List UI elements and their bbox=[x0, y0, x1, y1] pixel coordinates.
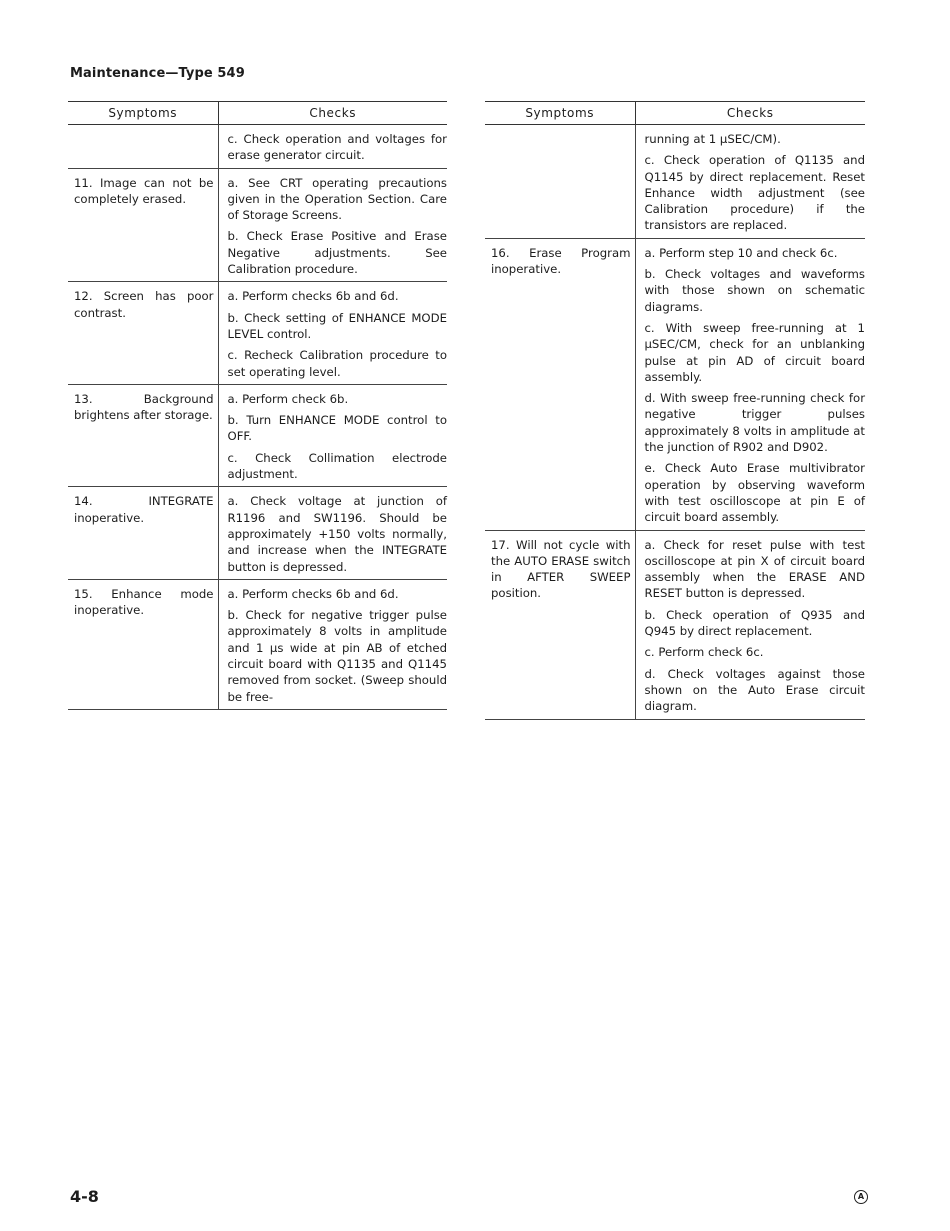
checks-cell bbox=[218, 579, 447, 709]
checks-cell bbox=[635, 530, 865, 719]
symptom-cell bbox=[68, 168, 218, 282]
checks-cell bbox=[635, 125, 865, 239]
symptom-cell bbox=[68, 282, 218, 384]
check-item: d. Check voltages against those shown on the Auto Erase circuit diagram. bbox=[644, 666, 865, 714]
checks-cell bbox=[218, 125, 447, 169]
symptom-cell bbox=[68, 125, 218, 169]
check-item: b. Turn ENHANCE MODE control to OFF. bbox=[227, 413, 447, 444]
revision-mark-icon: A bbox=[854, 1190, 868, 1204]
check-item: c. With sweep free-running at 1 μSEC/CM, check for an unblanking pulse at pin AD of circuit board assembly. bbox=[644, 320, 865, 384]
checks-cell bbox=[635, 238, 865, 530]
table-row bbox=[68, 168, 447, 282]
check-item: b. Check Erase Positive and Erase Negative adjustments. See Calibration procedure. bbox=[227, 229, 447, 277]
check-item: a. Check for reset pulse with test oscilloscope at pin X of circuit board assembly when the ERASE AND RESET button is depressed. bbox=[644, 537, 865, 601]
symptom-text: 15. Enhance mode inoperative. bbox=[74, 586, 214, 618]
checks-column-header: Checks bbox=[218, 102, 447, 125]
check-item: b. Check operation of Q935 and Q945 by direct replacement. bbox=[644, 607, 865, 639]
symptom-text: 13. Background brightens after storage. bbox=[74, 391, 214, 423]
symptoms-column-header: Symptoms bbox=[485, 102, 635, 125]
right-table-body bbox=[485, 125, 865, 720]
symptom-cell bbox=[68, 487, 218, 579]
table-row bbox=[68, 487, 447, 579]
check-item: a. Perform step 10 and check 6c. bbox=[644, 245, 838, 260]
check-item: a. Perform checks 6b and 6d. bbox=[227, 586, 399, 601]
table-row bbox=[485, 125, 865, 239]
checks-cell bbox=[218, 384, 447, 486]
symptom-text: 14. INTEGRATE inoperative. bbox=[74, 494, 214, 525]
table-row bbox=[68, 282, 447, 384]
table-row bbox=[485, 238, 865, 530]
left-table-body bbox=[68, 125, 447, 710]
table-row bbox=[68, 125, 447, 169]
symptom-text: 17. Will not cycle with the AUTO ERASE switch in AFTER SWEEP position. bbox=[491, 537, 631, 601]
symptom-text: 12. Screen has poor contrast. bbox=[74, 289, 214, 320]
check-item: c. Check operation of Q1135 and Q1145 by direct replacement. Reset Enhance width adjustment (see Calibration procedure) if the transistors are replaced. bbox=[644, 153, 865, 233]
symptom-cell bbox=[68, 384, 218, 486]
check-item: c. Check Collimation electrode adjustment. bbox=[227, 450, 447, 482]
symptom-cell bbox=[485, 238, 635, 530]
check-item: c. Perform check 6c. bbox=[644, 645, 764, 660]
check-item: b. Check setting of ENHANCE MODE LEVEL control. bbox=[227, 310, 447, 341]
symptom-cell bbox=[485, 125, 635, 239]
checks-cell bbox=[218, 282, 447, 384]
check-item: a. Perform checks 6b and 6d. bbox=[227, 289, 399, 304]
check-item: a. See CRT operating precautions given in the Operation Section. Care of Storage Screens. bbox=[227, 175, 447, 223]
table-row bbox=[68, 384, 447, 486]
check-item: a. Perform check 6b. bbox=[227, 391, 349, 406]
symptom-cell bbox=[68, 579, 218, 709]
right-troubleshooting-table bbox=[485, 101, 865, 720]
check-item: d. With sweep free-running check for negative trigger pulses approximately 8 volts in amplitude at the junction of R902 and D902. bbox=[644, 391, 865, 455]
check-item: e. Check Auto Erase multivibrator operation by observing waveform with test oscilloscope at pin E of circuit board assembly. bbox=[644, 461, 865, 525]
check-item: b. Check for negative trigger pulse approximately 8 volts in amplitude and 1 μs wide at pin AB of etched circuit board with Q1135 and Q1145 removed from socket. (Sweep should be free- bbox=[227, 608, 447, 704]
checks-column-header: Checks bbox=[635, 102, 865, 125]
table-row bbox=[68, 579, 447, 709]
page-number: 4-8 bbox=[70, 1187, 99, 1206]
checks-cell bbox=[218, 487, 447, 579]
check-item: running at 1 μSEC/CM). bbox=[644, 132, 781, 146]
check-item: b. Check voltages and waveforms with those shown on schematic diagrams. bbox=[644, 267, 865, 314]
page-header: Maintenance—Type 549 bbox=[70, 66, 245, 81]
symptom-text: 11. Image can not be completely erased. bbox=[74, 175, 214, 206]
left-troubleshooting-table bbox=[68, 101, 447, 710]
table-row bbox=[485, 530, 865, 719]
symptoms-column-header: Symptoms bbox=[68, 102, 218, 125]
symptom-text: 16. Erase Program inoperative. bbox=[491, 245, 631, 277]
check-item: c. Recheck Calibration procedure to set operating level. bbox=[227, 348, 447, 379]
check-item: c. Check operation and voltages for erase generator circuit. bbox=[227, 132, 447, 163]
symptom-cell bbox=[485, 530, 635, 719]
check-item: a. Check voltage at junction of R1196 and SW1196. Should be approximately +150 volts normally, and increase when the INTEGRATE button is depressed. bbox=[227, 494, 447, 574]
checks-cell bbox=[218, 168, 447, 282]
